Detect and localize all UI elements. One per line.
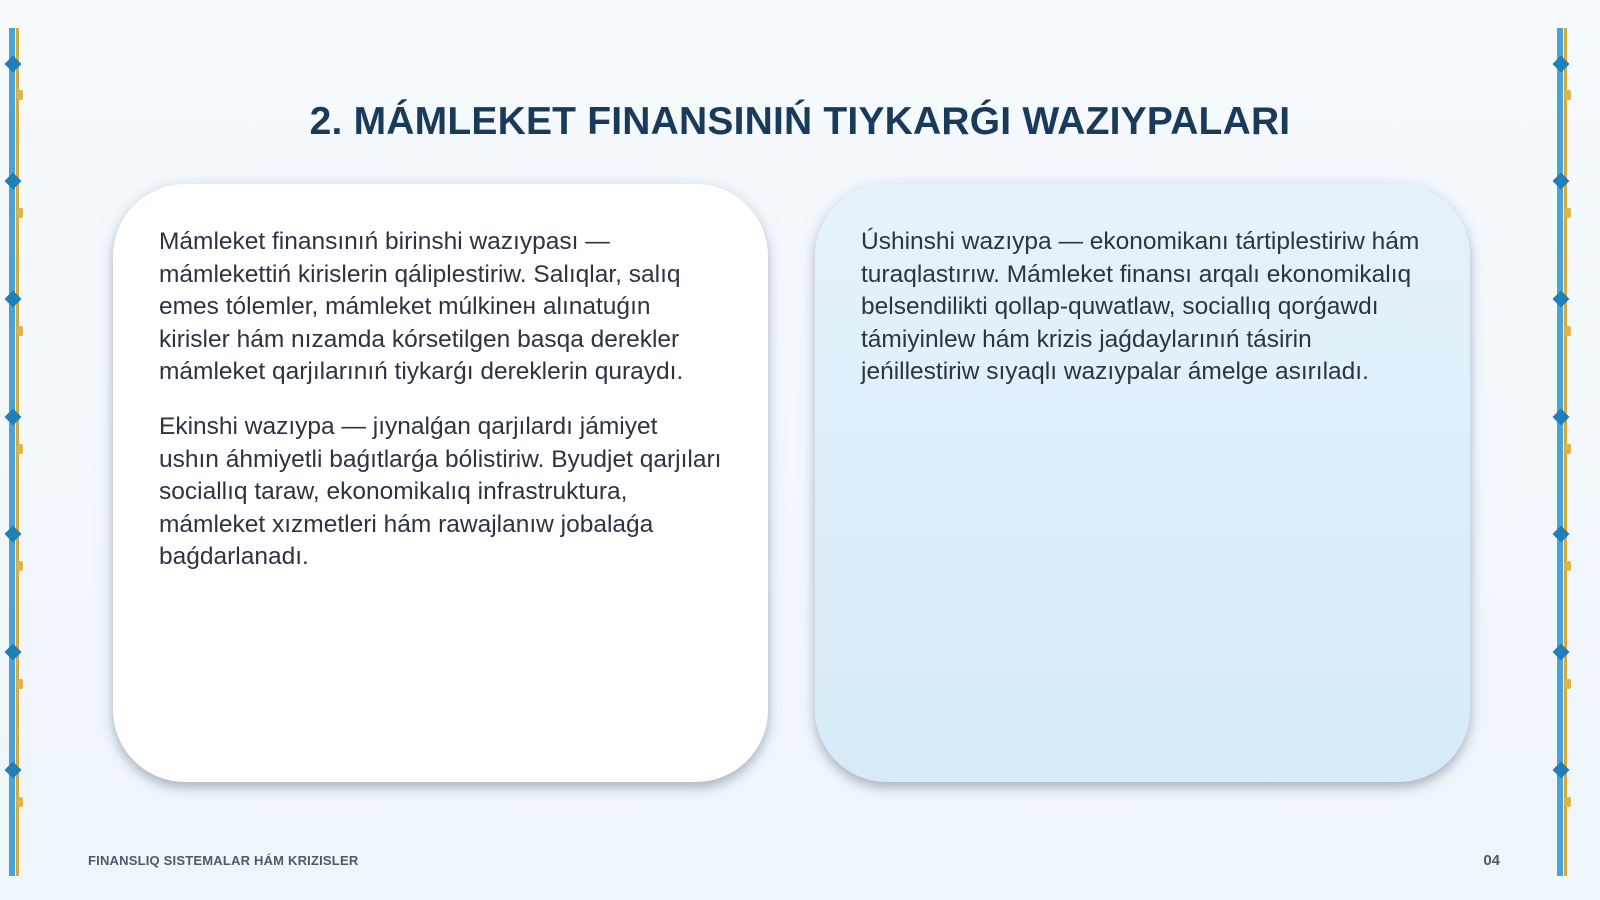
gold-notch-icon (1565, 208, 1571, 218)
gold-notch-icon (1565, 90, 1571, 100)
gold-notch-icon (1565, 679, 1571, 689)
gold-notch-icon (17, 561, 23, 571)
left-content-card (113, 184, 768, 782)
gold-notch-icon (17, 444, 23, 454)
right-decorative-border (1550, 28, 1574, 876)
first-task-paragraph: Mámleket finansınıń birinshi wazıypası — mámlekettiń kirislerin qáliplestiriw. Salıqlar, salıq emes tólemler, mámleket múlkinен alınatuǵın kirisler hám nızamda kórsetilgen basqa derekler mámleket qarjılarınıń tiykarǵı dereklerin quraydı. (159, 228, 684, 386)
gold-notch-icon (1565, 444, 1571, 454)
slide-title: 2. MÁMLEKET FINANSINIŃ TIYKARǴI WAZIYPALARI (309, 100, 1291, 144)
gold-notch-icon (1565, 797, 1571, 807)
second-task-paragraph: Ekinshi wazıypa — jıynalǵan qarjılardı jámiyet ushın áhmiyetli baǵıtlarǵa bólistiriw. Byudjet qarjıları sociallıq taraw, ekonomikalıq infrastruktura, mámleket xızmetleri hám rawajlanıw jobalaǵa baǵdarlanadı. (159, 412, 722, 571)
gold-notch-icon (17, 326, 23, 336)
gold-notch-icon (17, 90, 23, 100)
gold-notch-icon (17, 208, 23, 218)
border-blue-stripe (1557, 28, 1563, 876)
footer-course-title: FINANSLIQ SISTEMALAR HÁM KRIZISLER (88, 853, 359, 868)
border-blue-stripe (9, 28, 15, 876)
page-number: 04 (1483, 852, 1500, 869)
gold-notch-icon (17, 679, 23, 689)
right-content-card (815, 184, 1470, 782)
gold-notch-icon (17, 797, 23, 807)
gold-notch-icon (1565, 326, 1571, 336)
gold-notch-icon (1565, 561, 1571, 571)
left-decorative-border (2, 28, 26, 876)
third-task-paragraph: Úshinshi wazıypa — ekonomikanı tártiplestiriw hám turaqlastırıw. Mámleket finansı arqalı ekonomikalıq belsendilikti qollap-quwatlaw, sociallıq qorǵawdı támiyinlew hám krizis jaǵdaylarınıń tásirin jeńillestiriw sıyaqlı wazıypalar ámelge asırıladı. (861, 228, 1420, 386)
